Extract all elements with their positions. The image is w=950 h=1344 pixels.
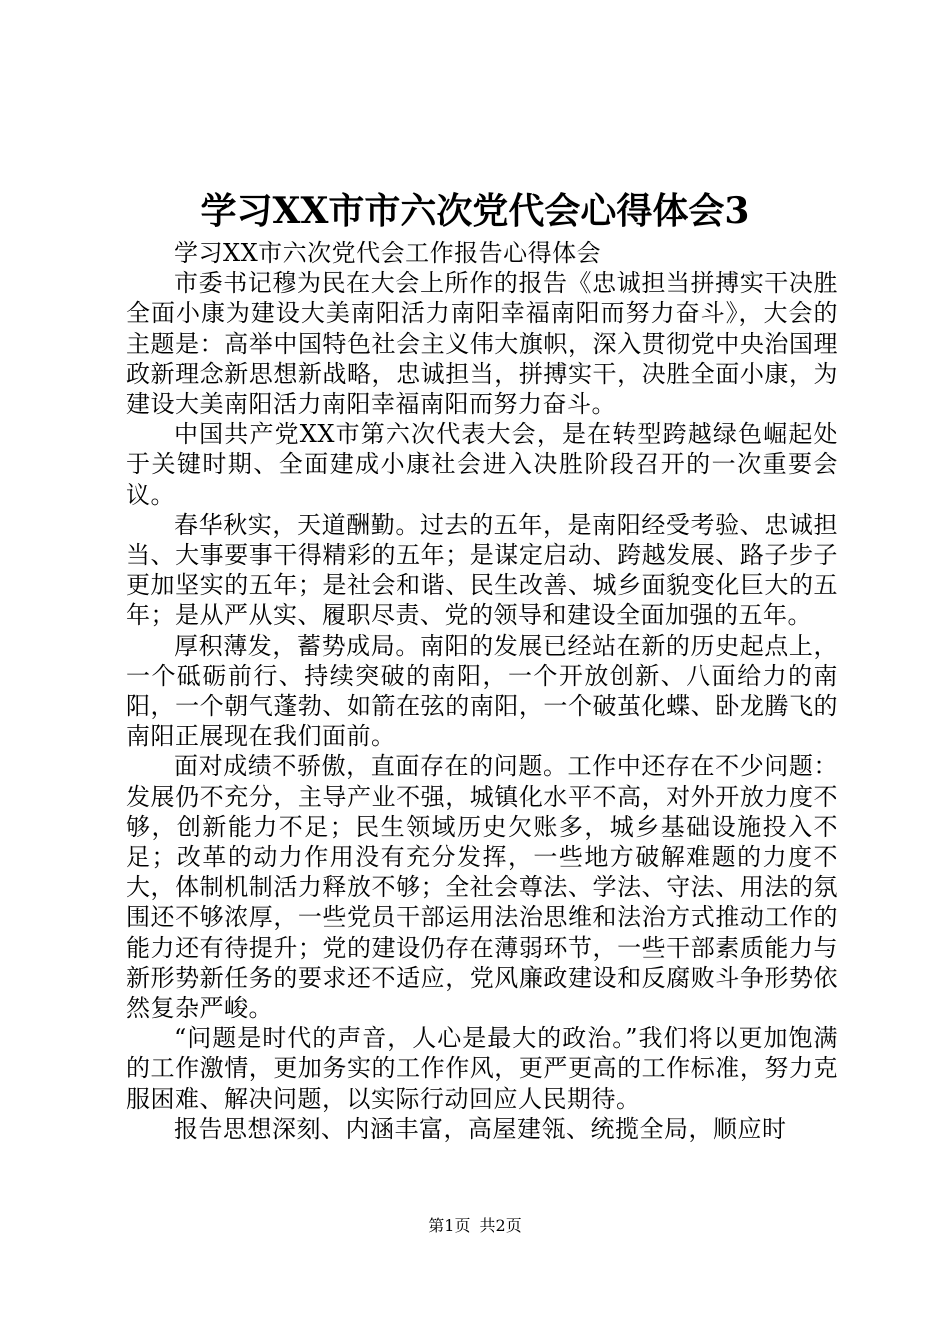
paragraph-7: 报告思想深刻、内涵丰富，高屋建瓴、统揽全局，顺应时 xyxy=(174,1114,787,1143)
document-subtitle: 学习XX市六次党代会工作报告心得体会 xyxy=(174,239,602,267)
paragraph-2: 中国共产党XX市第六次代表大会，是在转型跨越绿色崛起处于关键时期、全面建成小康社会进入决胜阶段召开的一次重要会议。 xyxy=(126,420,838,509)
paragraph-1: 市委书记穆为民在大会上所作的报告《忠诚担当拼搏实干决胜全面小康为建设大美南阳活力南阳幸福南阳而努力奋斗》，大会的主题是：高举中国特色社会主义伟大旗帜，深入贯彻党中央治国理政新理念新思想新战略，忠诚担当，拼搏实干，决胜全面小康，为建设大美南阳活力南阳幸福南阳而努力奋斗。 xyxy=(126,269,838,419)
paragraph-6: “问题是时代的声音，人心是最大的政治。”我们将以更加饱满的工作激情，更加务实的工作作风，更严更高的工作标准，努力克服困难、解决问题，以实际行动回应人民期待。 xyxy=(126,1024,838,1113)
paragraph-4: 厚积薄发，蓄势成局。南阳的发展已经站在新的历史起点上，一个砥砺前行、持续突破的南阳，一个开放创新、八面给力的南阳，一个朝气蓬勃、如箭在弦的南阳，一个破茧化蝶、卧龙腾飞的南阳正展现在我们面前。 xyxy=(126,631,838,751)
document-title: 学习XX市市六次党代会心得体会3 xyxy=(200,190,750,232)
page-footer xyxy=(0,1216,950,1236)
paragraph-3: 春华秋实，天道酬勤。过去的五年，是南阳经受考验、忠诚担当、大事要事干得精彩的五年；是谋定启动、跨越发展、路子步子更加坚实的五年；是社会和谐、民生改善、城乡面貌变化巨大的五年；是从严从实、履职尽责、党的领导和建设全面加强的五年。 xyxy=(126,510,838,630)
page-total: 共2页 xyxy=(479,1216,522,1235)
paragraph-5: 面对成绩不骄傲，直面存在的问题。工作中还存在不少问题：发展仍不充分，主导产业不强，城镇化水平不高，对外开放力度不够，创新能力不足；民生领域历史欠账多，城乡基础设施投入不足；改革的动力作用没有充分发挥，一些地方破解难题的力度不大，体制机制活力释放不够；全社会尊法、学法、守法、用法的氛围还不够浓厚，一些党员干部运用法治思维和法治方式推动工作的能力还有待提升；党的建设仍存在薄弱环节，一些干部素质能力与新形势新任务的要求还不适应，党风廉政建设和反腐败斗争形势依然复杂严峻。 xyxy=(126,752,838,1023)
document-body xyxy=(126,238,838,1144)
page-number: 第1页 xyxy=(428,1216,471,1235)
